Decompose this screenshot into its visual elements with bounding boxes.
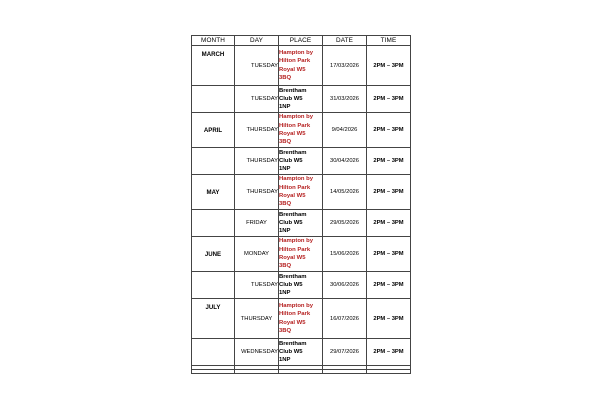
- place-line: 3BQ: [279, 74, 292, 81]
- table-row: [192, 46, 411, 86]
- time-cell: 2PM – 3PM: [367, 272, 411, 299]
- header-time: TIME: [367, 36, 411, 46]
- place-line: Brentham: [279, 87, 307, 94]
- place-line: Royal W5: [279, 255, 306, 261]
- month-cell-april: APRIL: [192, 113, 235, 148]
- place-line: Hilton Park: [279, 311, 311, 318]
- empty-cell: [235, 370, 279, 374]
- month-cell-july: JULY: [192, 299, 235, 339]
- empty-cell: [323, 370, 367, 374]
- day-cell: THURSDAY: [235, 113, 279, 148]
- month-cell-march: MARCH: [192, 46, 235, 86]
- place-line: Royal W5: [279, 319, 306, 326]
- date-cell: 30/06/2026: [323, 272, 367, 299]
- day-cell: THURSDAY: [235, 299, 279, 339]
- place-line: Royal W5: [279, 131, 306, 137]
- day-cell: THURSDAY: [235, 148, 279, 175]
- table-row: [192, 175, 411, 210]
- day-cell: WEDNESDAY: [235, 339, 279, 366]
- place-cell: [279, 299, 323, 339]
- empty-cell: [367, 370, 411, 374]
- day-cell: FRIDAY: [235, 210, 279, 237]
- place-line: Hilton Park: [279, 122, 311, 129]
- place-line: Brentham: [279, 273, 307, 280]
- place-line: 1NP: [279, 228, 291, 235]
- place-line: Hampton by: [279, 176, 314, 183]
- place-cell: [279, 148, 323, 175]
- place-line: Royal W5: [279, 66, 306, 73]
- month-cell-june: JUNE: [192, 237, 235, 272]
- empty-cell: [192, 370, 235, 374]
- place-line: 3BQ: [279, 263, 292, 270]
- date-cell: 30/04/2026: [323, 148, 367, 175]
- place-line: Hilton Park: [279, 58, 311, 65]
- place-line: 1NP: [279, 290, 291, 297]
- header-month: MONTH: [192, 36, 235, 46]
- place-line: Brentham: [279, 340, 307, 347]
- empty-cell: [279, 370, 323, 374]
- place-line: 1NP: [279, 357, 291, 364]
- place-cell: [279, 46, 323, 86]
- time-cell: 2PM – 3PM: [367, 113, 411, 148]
- month-cell-empty: [192, 148, 235, 175]
- place-line: Brentham: [279, 211, 307, 218]
- place-cell: [279, 113, 323, 148]
- place-line: Club W5: [279, 348, 303, 355]
- schedule-table: [191, 35, 411, 374]
- table-row: [192, 148, 411, 175]
- place-line: 3BQ: [279, 327, 292, 334]
- month-cell-empty: [192, 272, 235, 299]
- table-row: [192, 299, 411, 339]
- place-line: 3BQ: [279, 201, 292, 208]
- place-cell: [279, 86, 323, 113]
- place-line: Hilton Park: [279, 246, 311, 253]
- place-line: Hampton by: [279, 114, 314, 121]
- place-line: Club W5: [279, 157, 303, 164]
- date-cell: 29/05/2026: [323, 210, 367, 237]
- place-line: Club W5: [279, 95, 303, 102]
- date-cell: 17/03/2026: [323, 46, 367, 86]
- time-cell: 2PM – 3PM: [367, 148, 411, 175]
- date-cell: 31/03/2026: [323, 86, 367, 113]
- place-line: Hampton by: [279, 49, 314, 56]
- date-cell: 14/05/2026: [323, 175, 367, 210]
- day-cell: TUESDAY: [235, 46, 279, 86]
- place-cell: [279, 175, 323, 210]
- place-line: Hampton by: [279, 302, 314, 309]
- header-place: PLACE: [279, 36, 323, 46]
- time-cell: 2PM – 3PM: [367, 339, 411, 366]
- place-line: Hilton Park: [279, 184, 311, 191]
- place-line: Royal W5: [279, 193, 306, 199]
- time-cell: 2PM – 3PM: [367, 210, 411, 237]
- table-row: [192, 237, 411, 272]
- header-row: [192, 36, 411, 46]
- time-cell: 2PM – 3PM: [367, 175, 411, 210]
- table-row: [192, 113, 411, 148]
- table-row: [192, 210, 411, 237]
- header-day: DAY: [235, 36, 279, 46]
- day-cell: TUESDAY: [235, 272, 279, 299]
- day-cell: THURSDAY: [235, 175, 279, 210]
- month-cell-empty: [192, 339, 235, 366]
- place-cell: [279, 272, 323, 299]
- date-cell: 9/04/2026: [323, 113, 367, 148]
- place-cell: [279, 339, 323, 366]
- header-date: DATE: [323, 36, 367, 46]
- place-cell: [279, 210, 323, 237]
- table-row-empty: [192, 370, 411, 374]
- place-line: Brentham: [279, 149, 307, 156]
- table-row: [192, 339, 411, 366]
- place-line: Hampton by: [279, 238, 314, 245]
- place-cell: [279, 237, 323, 272]
- table-row: [192, 272, 411, 299]
- month-cell-empty: [192, 86, 235, 113]
- time-cell: 2PM – 3PM: [367, 237, 411, 272]
- place-line: 3BQ: [279, 139, 292, 146]
- day-cell: MONDAY: [235, 237, 279, 272]
- time-cell: 2PM – 3PM: [367, 299, 411, 339]
- place-line: Club W5: [279, 281, 303, 288]
- table-row: [192, 86, 411, 113]
- month-cell-may: MAY: [192, 175, 235, 210]
- time-cell: 2PM – 3PM: [367, 86, 411, 113]
- place-line: 1NP: [279, 104, 291, 111]
- place-line: 1NP: [279, 166, 291, 173]
- date-cell: 16/07/2026: [323, 299, 367, 339]
- place-line: Club W5: [279, 219, 303, 226]
- time-cell: 2PM – 3PM: [367, 46, 411, 86]
- date-cell: 15/06/2026: [323, 237, 367, 272]
- day-cell: TUESDAY: [235, 86, 279, 113]
- month-cell-empty: [192, 210, 235, 237]
- date-cell: 29/07/2026: [323, 339, 367, 366]
